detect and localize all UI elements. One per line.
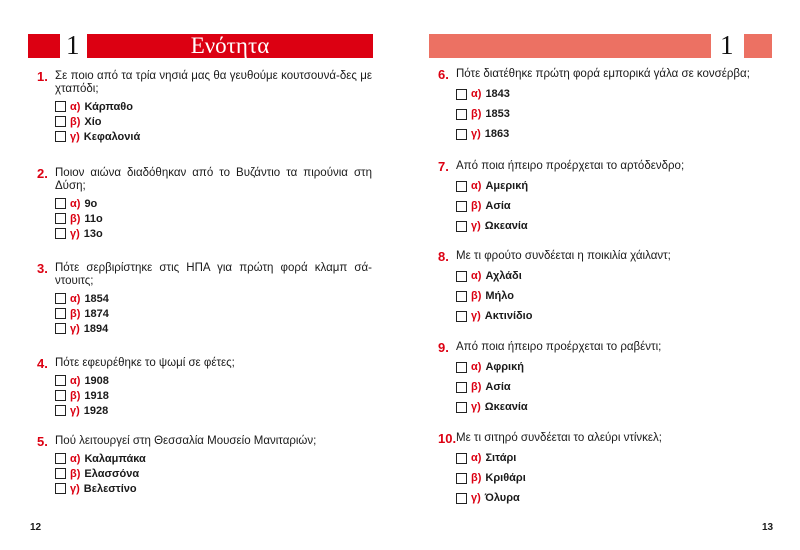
answer-option[interactable] [55, 481, 372, 496]
option-text: 1854 [84, 292, 109, 305]
checkbox[interactable] [456, 402, 467, 413]
answer-option[interactable] [456, 216, 773, 236]
answer-option[interactable] [456, 397, 773, 417]
option-letter: β) [70, 467, 81, 480]
checkbox[interactable] [456, 291, 467, 302]
answer-option[interactable] [456, 124, 773, 144]
answer-option[interactable] [55, 291, 372, 306]
option-text: Σιτάρι [485, 452, 517, 464]
option-text: 1863 [484, 128, 510, 140]
answer-option[interactable] [456, 306, 773, 326]
checkbox[interactable] [55, 228, 66, 239]
section-marker-square [28, 34, 60, 58]
option-letter: γ) [70, 322, 80, 335]
question-header [37, 70, 372, 96]
option-letter: β) [70, 115, 81, 128]
option-text: Κριθάρι [485, 472, 526, 484]
option-letter: γ) [70, 482, 80, 495]
question-text: Ποιον αιώνα διαδόθηκαν από το Βυζάντιο τα πιρούνια στη Δύση; [55, 167, 372, 192]
question-text: Με τι φρούτο συνδέεται η ποικιλία χάιλαντ; [456, 250, 671, 262]
question-number: 9. [438, 340, 449, 355]
checkbox[interactable] [55, 116, 66, 127]
checkbox[interactable] [456, 311, 467, 322]
question [438, 432, 773, 508]
option-letter: γ) [471, 401, 481, 413]
option-letter: α) [70, 197, 81, 210]
option-text: Βελεστίνο [83, 482, 137, 495]
option-text: 1918 [84, 389, 109, 402]
checkbox[interactable] [456, 362, 467, 373]
answer-options [55, 451, 372, 496]
question [37, 167, 372, 241]
answer-option[interactable] [55, 211, 372, 226]
option-text: Ωκεανία [484, 401, 528, 413]
option-text: Κεφαλονιά [83, 130, 141, 143]
checkbox[interactable] [55, 468, 66, 479]
checkbox[interactable] [456, 109, 467, 120]
question [37, 435, 372, 496]
answer-option[interactable] [55, 306, 372, 321]
option-letter: α) [471, 452, 482, 464]
question [37, 357, 372, 418]
option-letter: γ) [471, 492, 481, 504]
answer-option[interactable] [55, 129, 372, 144]
option-text: Καλαμπάκα [84, 452, 146, 465]
option-text: Όλυρα [484, 492, 520, 504]
option-text: 11ο [84, 212, 103, 225]
section-title-bar [87, 34, 373, 58]
option-text: Ακτινίδιο [484, 310, 533, 322]
question-header [37, 167, 372, 193]
option-letter: γ) [70, 227, 80, 240]
option-letter: γ) [471, 220, 481, 232]
question-text: Με τι σιτηρό συνδέεται το αλεύρι ντίνκελ; [456, 432, 662, 444]
option-letter: γ) [70, 130, 80, 143]
checkbox[interactable] [456, 493, 467, 504]
question-text: Πότε σερβιρίστηκε στις ΗΠΑ για πρώτη φορά κλαμπ σά-ντουιτς; [55, 262, 372, 287]
checkbox[interactable] [456, 271, 467, 282]
answer-option[interactable] [456, 84, 773, 104]
option-letter: α) [471, 361, 482, 373]
section-title: Ενότητα [190, 33, 270, 58]
question-number: 10. [438, 431, 457, 446]
question-number: 1. [37, 69, 48, 84]
option-letter: α) [70, 100, 81, 113]
question-text: Σε ποιο από τα τρία νησιά μας θα γευθούμε κουτσουνά-δες με χταπόδι; [55, 70, 372, 95]
answer-options [456, 266, 773, 326]
option-text: 1874 [84, 307, 109, 320]
question-text: Πού λειτουργεί στη Θεσσαλία Μουσείο Μανιταριών; [55, 435, 317, 447]
option-text: 1853 [485, 108, 510, 120]
question-text: Πότε εφευρέθηκε το ψωμί σε φέτες; [55, 357, 235, 369]
answer-option[interactable] [456, 468, 773, 488]
answer-option[interactable] [456, 488, 773, 508]
question-header [37, 262, 372, 288]
answer-option[interactable] [55, 451, 372, 466]
option-text: Ωκεανία [484, 220, 528, 232]
option-text: 1928 [83, 404, 109, 417]
question-number: 5. [37, 434, 48, 449]
option-letter: α) [471, 88, 482, 100]
question-header [438, 432, 773, 445]
option-text: 13ο [83, 227, 103, 240]
answer-option[interactable] [55, 196, 372, 211]
option-text: Αφρική [485, 361, 524, 373]
checkbox[interactable] [456, 382, 467, 393]
answer-option[interactable] [55, 226, 372, 241]
option-letter: γ) [70, 404, 80, 417]
answer-option[interactable] [456, 377, 773, 397]
checkbox[interactable] [55, 390, 66, 401]
option-text: Κάρπαθο [84, 100, 133, 113]
page-number: 12 [30, 522, 42, 533]
option-letter: α) [70, 292, 81, 305]
checkbox[interactable] [55, 453, 66, 464]
question-header [438, 160, 773, 173]
answer-option[interactable] [456, 196, 773, 216]
section-number: 1 [66, 30, 80, 60]
answer-option[interactable] [456, 286, 773, 306]
page-number: 13 [762, 522, 774, 533]
option-letter: β) [70, 389, 81, 402]
option-text: Ασία [485, 381, 511, 393]
answer-option[interactable] [55, 114, 372, 129]
question [438, 68, 773, 144]
question-header [438, 68, 773, 81]
answer-option[interactable] [55, 373, 372, 388]
question [37, 70, 372, 144]
option-letter: β) [471, 108, 482, 120]
checkbox[interactable] [55, 131, 66, 142]
question-header [438, 250, 773, 263]
checkbox[interactable] [55, 198, 66, 209]
answer-option[interactable] [456, 104, 773, 124]
answer-options [55, 373, 372, 418]
answer-options [456, 448, 773, 508]
answer-option[interactable] [55, 321, 372, 336]
question-text: Πότε διατέθηκε πρώτη φορά εμπορικά γάλα σε κονσέρβα; [456, 68, 750, 80]
checkbox[interactable] [456, 221, 467, 232]
section-header-bar [429, 34, 711, 58]
answer-options [55, 291, 372, 336]
option-letter: α) [471, 180, 482, 192]
answer-options [456, 84, 773, 144]
option-letter: β) [70, 212, 81, 225]
checkbox[interactable] [456, 89, 467, 100]
option-text: 1843 [485, 88, 510, 100]
checkbox[interactable] [55, 101, 66, 112]
question-header [37, 357, 372, 370]
checkbox[interactable] [456, 129, 467, 140]
option-text: Χίο [84, 115, 102, 128]
answer-option[interactable] [55, 99, 372, 114]
option-letter: β) [471, 200, 482, 212]
option-letter: γ) [471, 310, 481, 322]
option-letter: β) [471, 381, 482, 393]
question-text: Από ποια ήπειρο προέρχεται το αρτόδενδρο; [456, 160, 685, 172]
option-text: Ελασσόνα [84, 467, 140, 480]
question-header [438, 341, 773, 354]
answer-options [55, 196, 372, 241]
option-letter: α) [70, 374, 81, 387]
checkbox[interactable] [55, 375, 66, 386]
answer-option[interactable] [456, 176, 773, 196]
option-letter: α) [471, 270, 482, 282]
answer-option[interactable] [55, 388, 372, 403]
option-letter: γ) [471, 128, 481, 140]
question-number: 3. [37, 261, 48, 276]
checkbox[interactable] [456, 181, 467, 192]
question-header [37, 435, 372, 448]
section-marker-square [744, 34, 772, 58]
question-number: 7. [438, 159, 449, 174]
question-number: 8. [438, 249, 449, 264]
question-number: 2. [37, 166, 48, 181]
answer-options [55, 99, 372, 144]
option-letter: β) [70, 307, 81, 320]
option-text: Αμερική [485, 180, 529, 192]
question [37, 262, 372, 336]
section-number: 1 [720, 30, 734, 60]
option-text: 1894 [83, 322, 109, 335]
question [438, 341, 773, 417]
question [438, 160, 773, 236]
question-number: 4. [37, 356, 48, 371]
checkbox[interactable] [55, 293, 66, 304]
checkbox[interactable] [456, 453, 467, 464]
question-number: 6. [438, 67, 449, 82]
checkbox[interactable] [55, 483, 66, 494]
answer-option[interactable] [456, 448, 773, 468]
answer-option[interactable] [456, 266, 773, 286]
answer-option[interactable] [55, 403, 372, 418]
option-letter: α) [70, 452, 81, 465]
checkbox[interactable] [456, 473, 467, 484]
option-text: 1908 [84, 374, 109, 387]
option-text: Μήλο [485, 290, 514, 302]
option-letter: β) [471, 472, 482, 484]
option-text: Αχλάδι [485, 270, 522, 282]
checkbox[interactable] [456, 201, 467, 212]
right-page [400, 0, 800, 550]
option-text: 9ο [84, 197, 98, 210]
option-letter: β) [471, 290, 482, 302]
option-text: Ασία [485, 200, 511, 212]
checkbox[interactable] [55, 405, 66, 416]
question [438, 250, 773, 326]
answer-options [456, 176, 773, 236]
answer-options [456, 357, 773, 417]
answer-option[interactable] [456, 357, 773, 377]
answer-option[interactable] [55, 466, 372, 481]
checkbox[interactable] [55, 308, 66, 319]
checkbox[interactable] [55, 213, 66, 224]
checkbox[interactable] [55, 323, 66, 334]
question-text: Από ποια ήπειρο προέρχεται το ραβέντι; [456, 341, 662, 353]
